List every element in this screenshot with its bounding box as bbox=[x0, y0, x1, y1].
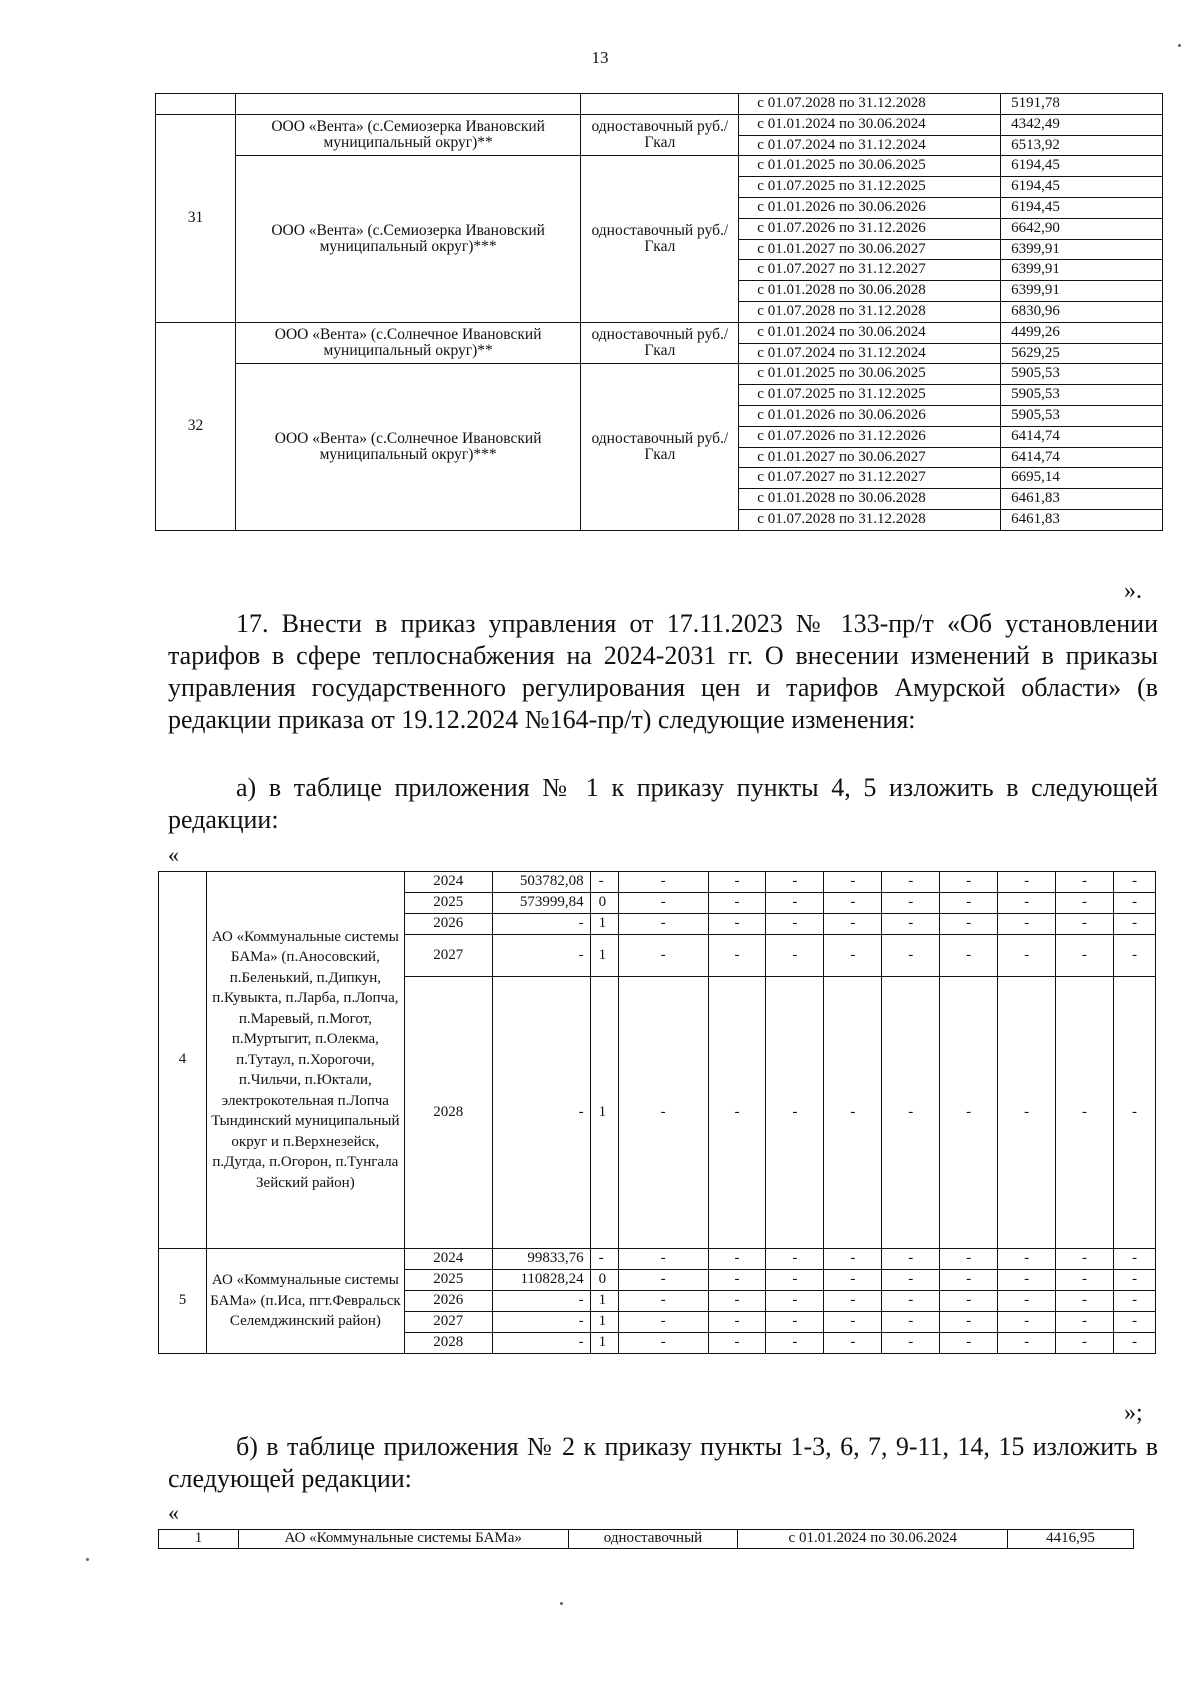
dash-cell: - bbox=[998, 935, 1056, 977]
dash-cell: - bbox=[998, 893, 1056, 914]
dash-cell: - bbox=[618, 1291, 708, 1312]
dash-cell: - bbox=[998, 1333, 1056, 1354]
paragraph-17: 17. Внести в приказ управления от 17.11.2023 № 133-пр/т «Об установлении тарифов в сфере теплоснабжения на 2024-2031 гг. О внесении изменений в приказы управления государственного регулирования цен и тарифов Амурской области» (в редакции приказа от 19.12.2024 №164-пр/т) следующие изменения: bbox=[168, 609, 1158, 734]
item-number: 4 bbox=[159, 872, 207, 1249]
dash-cell: - bbox=[708, 1312, 766, 1333]
dash-cell: - bbox=[824, 1249, 882, 1270]
dash-cell: - bbox=[824, 1312, 882, 1333]
dash-cell: - bbox=[940, 1291, 998, 1312]
value-cell: 5905,53 bbox=[1001, 405, 1163, 426]
closing-quote: »; bbox=[1124, 1400, 1143, 1426]
dash-cell: - bbox=[766, 1312, 824, 1333]
dash-cell: - bbox=[708, 1270, 766, 1291]
org-name: ООО «Вента» (с.Солнечное Ивановский муниципальный округ)*** bbox=[235, 364, 581, 530]
period-cell: с 01.01.2027 по 30.06.2027 bbox=[739, 447, 1001, 468]
dash-cell: - bbox=[618, 914, 708, 935]
tariff-table-31-32 bbox=[155, 93, 1163, 531]
item-number: 31 bbox=[156, 114, 236, 322]
dash-cell: - bbox=[708, 935, 766, 977]
period-cell: с 01.01.2027 по 30.06.2027 bbox=[739, 239, 1001, 260]
dash-cell: - bbox=[708, 872, 766, 893]
period-cell: с 01.01.2024 по 30.06.2024 bbox=[738, 1530, 1008, 1549]
scan-speck bbox=[560, 1602, 563, 1605]
dash-cell: - bbox=[766, 935, 824, 977]
period-cell: с 01.07.2028 по 31.12.2028 bbox=[739, 509, 1001, 530]
dash-cell: - bbox=[708, 914, 766, 935]
dash-cell: - bbox=[618, 893, 708, 914]
tariff-table-appendix-2 bbox=[158, 1529, 1134, 1549]
opening-quote: « bbox=[168, 1500, 179, 1525]
dash-cell: - bbox=[940, 1270, 998, 1291]
value-cell: 5629,25 bbox=[1001, 343, 1163, 364]
year-cell: 2026 bbox=[404, 914, 492, 935]
amount-cell: - bbox=[492, 1333, 590, 1354]
dash-cell: - bbox=[882, 977, 940, 1249]
amount-cell: 99833,76 bbox=[492, 1249, 590, 1270]
dash-cell: - bbox=[766, 977, 824, 1249]
flag-cell: 1 bbox=[590, 914, 618, 935]
dash-cell: - bbox=[1056, 977, 1114, 1249]
dash-cell: - bbox=[824, 893, 882, 914]
dash-cell: - bbox=[766, 893, 824, 914]
tariff-type: одноставочный руб./Гкал bbox=[581, 322, 739, 364]
table-cell bbox=[235, 94, 581, 115]
org-name: АО «Коммунальные системы БАМа» bbox=[238, 1530, 568, 1549]
value-cell: 5191,78 bbox=[1001, 94, 1163, 115]
period-cell: с 01.01.2026 по 30.06.2026 bbox=[739, 405, 1001, 426]
dash-cell: - bbox=[1113, 893, 1155, 914]
amount-cell: - bbox=[492, 935, 590, 977]
dash-cell: - bbox=[998, 872, 1056, 893]
dash-cell: - bbox=[940, 1333, 998, 1354]
amount-cell: 110828,24 bbox=[492, 1270, 590, 1291]
year-cell: 2027 bbox=[404, 935, 492, 977]
amount-cell: 503782,08 bbox=[492, 872, 590, 893]
dash-cell: - bbox=[618, 935, 708, 977]
value-cell: 6695,14 bbox=[1001, 468, 1163, 489]
dash-cell: - bbox=[1056, 935, 1114, 977]
dash-cell: - bbox=[1113, 872, 1155, 893]
dash-cell: - bbox=[618, 1333, 708, 1354]
value-cell: 5905,53 bbox=[1001, 364, 1163, 385]
dash-cell: - bbox=[618, 1270, 708, 1291]
dash-cell: - bbox=[882, 1312, 940, 1333]
year-cell: 2028 bbox=[404, 977, 492, 1249]
table-row bbox=[159, 872, 1156, 893]
year-cell: 2024 bbox=[404, 1249, 492, 1270]
period-cell: с 01.01.2028 по 30.06.2028 bbox=[739, 281, 1001, 302]
amount-cell: - bbox=[492, 1291, 590, 1312]
dash-cell: - bbox=[940, 1312, 998, 1333]
dash-cell: - bbox=[882, 1270, 940, 1291]
period-cell: с 01.07.2024 по 31.12.2024 bbox=[739, 135, 1001, 156]
table-cell bbox=[156, 94, 236, 115]
dash-cell: - bbox=[1113, 1270, 1155, 1291]
dash-cell: - bbox=[998, 1270, 1056, 1291]
flag-cell: - bbox=[590, 1249, 618, 1270]
period-cell: с 01.07.2025 по 31.12.2025 bbox=[739, 385, 1001, 406]
page-number: 13 bbox=[591, 48, 609, 67]
value-cell: 6399,91 bbox=[1001, 260, 1163, 281]
flag-cell: 0 bbox=[590, 1270, 618, 1291]
dash-cell: - bbox=[882, 935, 940, 977]
value-cell: 6414,74 bbox=[1001, 426, 1163, 447]
opening-quote: « bbox=[168, 842, 179, 867]
period-cell: с 01.07.2027 по 31.12.2027 bbox=[739, 468, 1001, 489]
period-cell: с 01.07.2027 по 31.12.2027 bbox=[739, 260, 1001, 281]
dash-cell: - bbox=[824, 935, 882, 977]
dash-cell: - bbox=[940, 872, 998, 893]
value-cell: 6830,96 bbox=[1001, 301, 1163, 322]
tariff-type: одноставочный руб./Гкал bbox=[581, 364, 739, 530]
flag-cell: - bbox=[590, 872, 618, 893]
period-cell: с 01.01.2024 по 30.06.2024 bbox=[739, 322, 1001, 343]
period-cell: с 01.01.2025 по 30.06.2025 bbox=[739, 156, 1001, 177]
dash-cell: - bbox=[824, 872, 882, 893]
scan-speck bbox=[1178, 44, 1181, 47]
dash-cell: - bbox=[882, 1249, 940, 1270]
value-cell: 6461,83 bbox=[1001, 509, 1163, 530]
flag-cell: 1 bbox=[590, 1312, 618, 1333]
dash-cell: - bbox=[998, 977, 1056, 1249]
table-row bbox=[159, 1249, 1156, 1270]
tariff-table-appendix-1 bbox=[158, 871, 1156, 1354]
tariff-type: одноставочный bbox=[568, 1530, 738, 1549]
dash-cell: - bbox=[1056, 1333, 1114, 1354]
dash-cell: - bbox=[940, 914, 998, 935]
value-cell: 6194,45 bbox=[1001, 177, 1163, 198]
dash-cell: - bbox=[998, 1312, 1056, 1333]
year-cell: 2027 bbox=[404, 1312, 492, 1333]
value-cell: 5905,53 bbox=[1001, 385, 1163, 406]
dash-cell: - bbox=[766, 914, 824, 935]
item-number: 32 bbox=[156, 322, 236, 530]
org-name: АО «Коммунальные системы БАМа» (п.Иса, пгт.Февральск Селемджинский район) bbox=[206, 1249, 404, 1354]
value-cell: 6642,90 bbox=[1001, 218, 1163, 239]
dash-cell: - bbox=[882, 1291, 940, 1312]
dash-cell: - bbox=[824, 977, 882, 1249]
dash-cell: - bbox=[766, 872, 824, 893]
dash-cell: - bbox=[824, 1291, 882, 1312]
year-cell: 2024 bbox=[404, 872, 492, 893]
dash-cell: - bbox=[882, 914, 940, 935]
dash-cell: - bbox=[1113, 977, 1155, 1249]
amount-cell: - bbox=[492, 1312, 590, 1333]
value-cell: 6194,45 bbox=[1001, 156, 1163, 177]
amount-cell: 573999,84 bbox=[492, 893, 590, 914]
dash-cell: - bbox=[1113, 914, 1155, 935]
tariff-type: одноставочный руб./Гкал bbox=[581, 114, 739, 156]
dash-cell: - bbox=[708, 1291, 766, 1312]
period-cell: с 01.07.2026 по 31.12.2026 bbox=[739, 218, 1001, 239]
dash-cell: - bbox=[1056, 893, 1114, 914]
value-cell: 4499,26 bbox=[1001, 322, 1163, 343]
value-cell: 4416,95 bbox=[1008, 1530, 1134, 1549]
item-number: 5 bbox=[159, 1249, 207, 1354]
value-cell: 6399,91 bbox=[1001, 239, 1163, 260]
dash-cell: - bbox=[618, 1249, 708, 1270]
dash-cell: - bbox=[1056, 1291, 1114, 1312]
dash-cell: - bbox=[708, 1333, 766, 1354]
dash-cell: - bbox=[708, 977, 766, 1249]
period-cell: с 01.07.2025 по 31.12.2025 bbox=[739, 177, 1001, 198]
item-number: 1 bbox=[159, 1530, 239, 1549]
dash-cell: - bbox=[1113, 1291, 1155, 1312]
flag-cell: 0 bbox=[590, 893, 618, 914]
year-cell: 2028 bbox=[404, 1333, 492, 1354]
amount-cell: - bbox=[492, 977, 590, 1249]
org-name: ООО «Вента» (с.Семиозерка Ивановский муниципальный округ)** bbox=[235, 114, 581, 156]
table-cell bbox=[581, 94, 739, 115]
dash-cell: - bbox=[708, 1249, 766, 1270]
value-cell: 6513,92 bbox=[1001, 135, 1163, 156]
flag-cell: 1 bbox=[590, 935, 618, 977]
dash-cell: - bbox=[766, 1291, 824, 1312]
dash-cell: - bbox=[766, 1333, 824, 1354]
value-cell: 6399,91 bbox=[1001, 281, 1163, 302]
period-cell: с 01.01.2024 по 30.06.2024 bbox=[739, 114, 1001, 135]
flag-cell: 1 bbox=[590, 1291, 618, 1312]
dash-cell: - bbox=[1056, 1312, 1114, 1333]
dash-cell: - bbox=[882, 872, 940, 893]
period-cell: с 01.01.2028 по 30.06.2028 bbox=[739, 489, 1001, 510]
dash-cell: - bbox=[766, 1270, 824, 1291]
flag-cell: 1 bbox=[590, 1333, 618, 1354]
org-name: ООО «Вента» (с.Солнечное Ивановский муниципальный округ)** bbox=[235, 322, 581, 364]
paragraph-b: б) в таблице приложения № 2 к приказу пункты 1-3, 6, 7, 9-11, 14, 15 изложить в следующей редакции: bbox=[168, 1432, 1158, 1493]
dash-cell: - bbox=[708, 893, 766, 914]
dash-cell: - bbox=[940, 1249, 998, 1270]
period-cell: с 01.07.2028 по 31.12.2028 bbox=[739, 301, 1001, 322]
org-name: АО «Коммунальные системы БАМа» (п.Аносовский, п.Беленький, п.Дипкун, п.Кувыкта, п.Ларба, п.Лопча, п.Маревый, п.Могот, п.Муртыгит, п.Олекма, п.Тутаул, п.Хорогочи, п.Чильчи, п.Юктали, электрокотельная п.Лопча Тындинский муниципальный округ и п.Верхнезейск, п.Дугда, п.Огорон, п.Тунгала Зейский район) bbox=[206, 872, 404, 1249]
period-cell: с 01.07.2026 по 31.12.2026 bbox=[739, 426, 1001, 447]
dash-cell: - bbox=[824, 914, 882, 935]
dash-cell: - bbox=[940, 893, 998, 914]
year-cell: 2025 bbox=[404, 893, 492, 914]
dash-cell: - bbox=[1113, 1333, 1155, 1354]
dash-cell: - bbox=[998, 914, 1056, 935]
dash-cell: - bbox=[940, 977, 998, 1249]
dash-cell: - bbox=[1113, 935, 1155, 977]
dash-cell: - bbox=[618, 977, 708, 1249]
period-cell: с 01.07.2028 по 31.12.2028 bbox=[739, 94, 1001, 115]
dash-cell: - bbox=[1113, 1312, 1155, 1333]
closing-quote: ». bbox=[1124, 578, 1142, 604]
tariff-type: одноставочный руб./Гкал bbox=[581, 156, 739, 322]
dash-cell: - bbox=[1056, 872, 1114, 893]
dash-cell: - bbox=[1113, 1249, 1155, 1270]
org-name: ООО «Вента» (с.Семиозерка Ивановский муниципальный округ)*** bbox=[235, 156, 581, 322]
scan-speck bbox=[86, 1558, 89, 1561]
value-cell: 6461,83 bbox=[1001, 489, 1163, 510]
amount-cell: - bbox=[492, 914, 590, 935]
dash-cell: - bbox=[766, 1249, 824, 1270]
value-cell: 4342,49 bbox=[1001, 114, 1163, 135]
dash-cell: - bbox=[882, 893, 940, 914]
dash-cell: - bbox=[824, 1333, 882, 1354]
dash-cell: - bbox=[1056, 1249, 1114, 1270]
dash-cell: - bbox=[998, 1291, 1056, 1312]
year-cell: 2025 bbox=[404, 1270, 492, 1291]
period-cell: с 01.01.2026 по 30.06.2026 bbox=[739, 197, 1001, 218]
period-cell: с 01.01.2025 по 30.06.2025 bbox=[739, 364, 1001, 385]
dash-cell: - bbox=[1056, 914, 1114, 935]
dash-cell: - bbox=[618, 872, 708, 893]
dash-cell: - bbox=[882, 1333, 940, 1354]
dash-cell: - bbox=[940, 935, 998, 977]
value-cell: 6414,74 bbox=[1001, 447, 1163, 468]
value-cell: 6194,45 bbox=[1001, 197, 1163, 218]
dash-cell: - bbox=[1056, 1270, 1114, 1291]
dash-cell: - bbox=[824, 1270, 882, 1291]
year-cell: 2026 bbox=[404, 1291, 492, 1312]
paragraph-a: а) в таблице приложения № 1 к приказу пункты 4, 5 изложить в следующей редакции: bbox=[168, 773, 1158, 834]
dash-cell: - bbox=[998, 1249, 1056, 1270]
flag-cell: 1 bbox=[590, 977, 618, 1249]
period-cell: с 01.07.2024 по 31.12.2024 bbox=[739, 343, 1001, 364]
dash-cell: - bbox=[618, 1312, 708, 1333]
